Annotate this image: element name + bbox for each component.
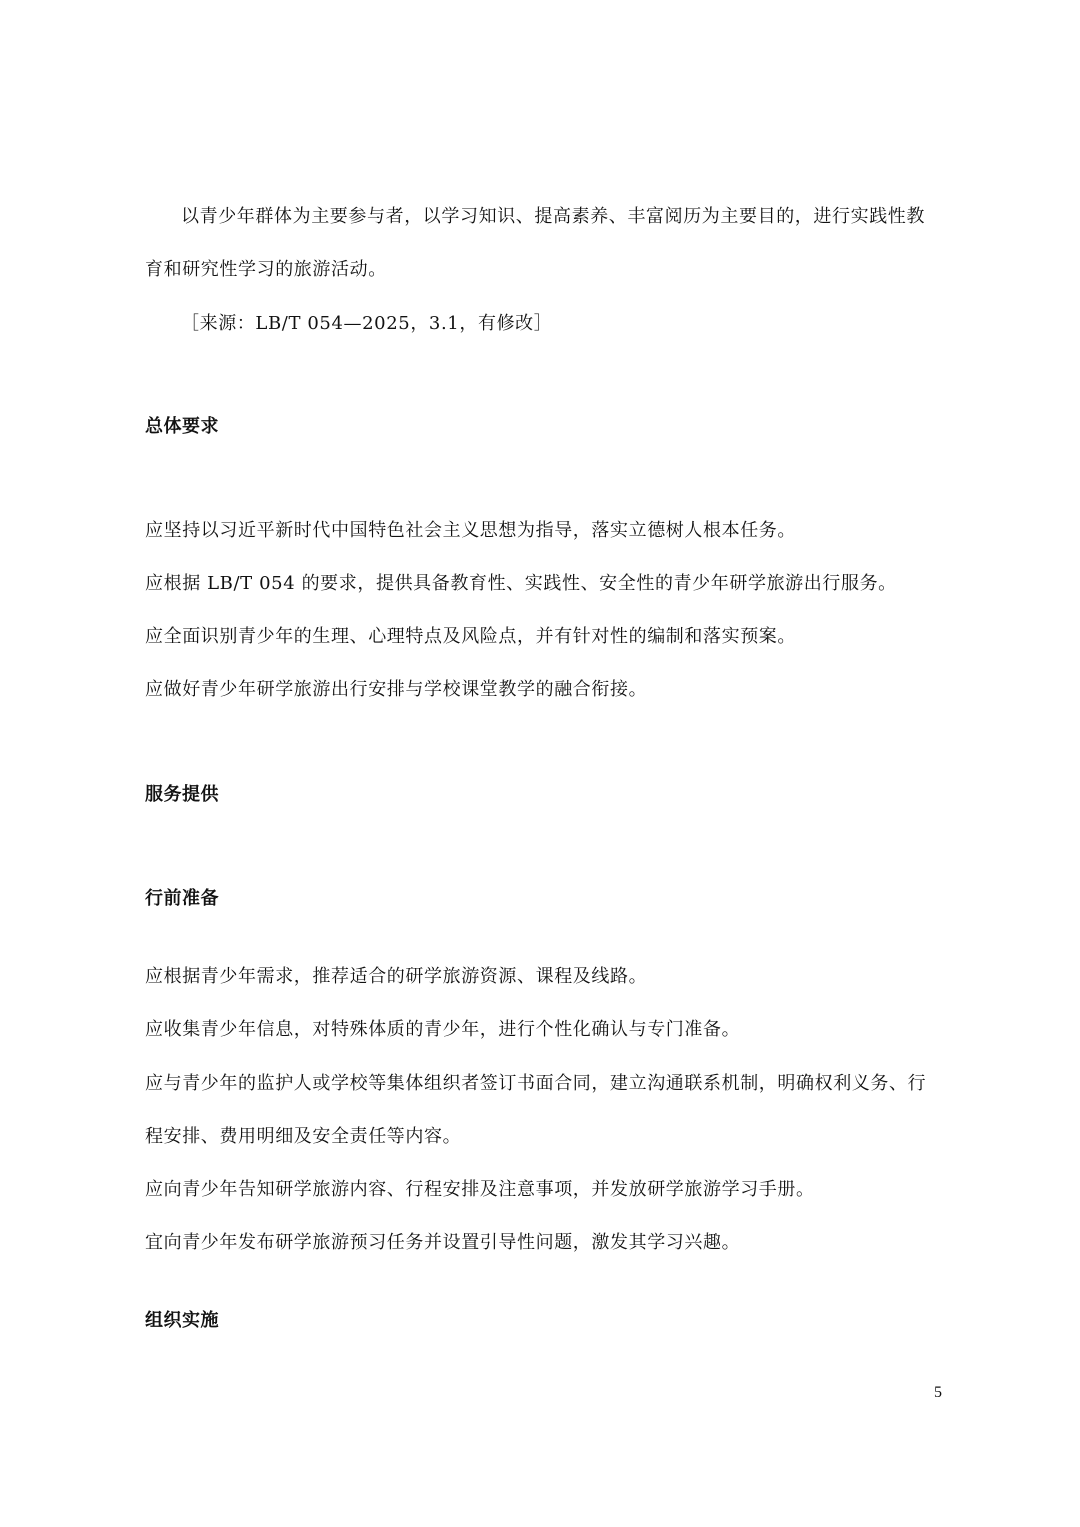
heading-general-requirements: 总体要求: [145, 416, 219, 437]
preparation-item: 应向青少年告知研学旅游内容、行程安排及注意事项，并发放研学旅游学习手册。: [145, 1179, 815, 1200]
preparation-item: 应收集青少年信息，对特殊体质的青少年，进行个性化确认与专门准备。: [145, 1019, 741, 1040]
definition-line-1: 以青少年群体为主要参与者，以学习知识、提高素养、丰富阅历为主要目的，进行实践性教: [181, 206, 925, 227]
requirement-item: 应坚持以习近平新时代中国特色社会主义思想为指导，落实立德树人根本任务。: [145, 520, 796, 541]
preparation-item: 宜向青少年发布研学旅游预习任务并设置引导性问题，激发其学习兴趣。: [145, 1232, 741, 1253]
requirement-item: 应根据 LB/T 054 的要求，提供具备教育性、实践性、安全性的青少年研学旅游出行服务。: [145, 573, 897, 594]
preparation-item: 应根据青少年需求，推荐适合的研学旅游资源、课程及线路。: [145, 966, 648, 987]
preparation-item: 应与青少年的监护人或学校等集体组织者签订书面合同，建立沟通联系机制，明确权利义务、行: [145, 1073, 927, 1094]
heading-pre-trip-preparation: 行前准备: [145, 888, 219, 909]
heading-organization-implementation: 组织实施: [145, 1310, 219, 1331]
heading-service-provision: 服务提供: [145, 784, 219, 805]
requirement-item: 应全面识别青少年的生理、心理特点及风险点，并有针对性的编制和落实预案。: [145, 626, 796, 647]
definition-source: ［来源：LB/T 054—2025，3.1，有修改］: [181, 313, 553, 334]
preparation-item-continued: 程安排、费用明细及安全责任等内容。: [145, 1126, 462, 1147]
page-number: 5: [934, 1384, 942, 1401]
definition-line-2: 育和研究性学习的旅游活动。: [145, 259, 387, 280]
requirement-item: 应做好青少年研学旅游出行安排与学校课堂教学的融合衔接。: [145, 679, 648, 700]
